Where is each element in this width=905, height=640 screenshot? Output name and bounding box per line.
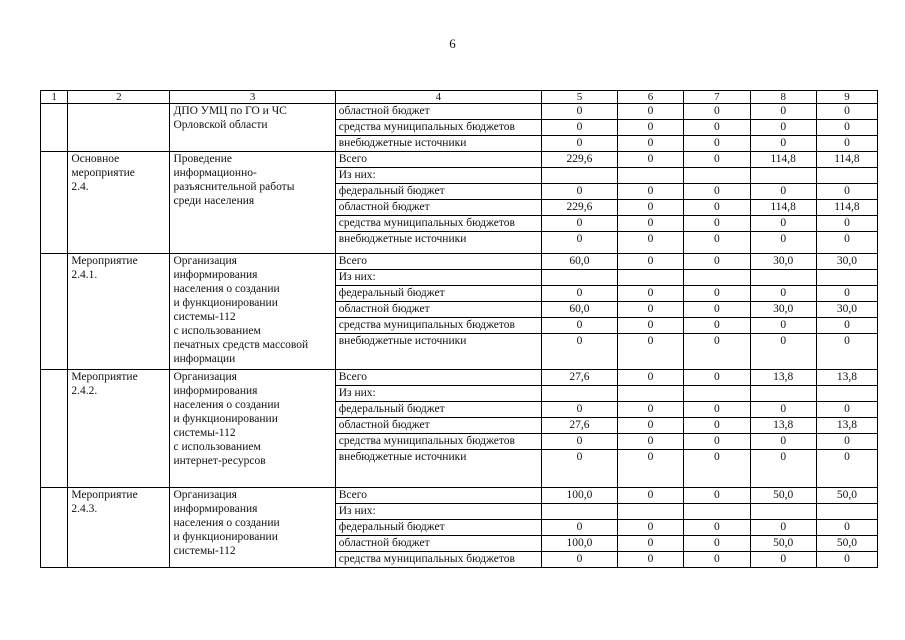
amount-cell: 0 [684, 120, 750, 136]
amount-cell: 0 [542, 450, 618, 488]
amount-cell: 0 [617, 120, 683, 136]
activity-title-line: с использованием [173, 441, 261, 453]
amount-cell: 0 [816, 318, 877, 334]
funding-source: областной бюджет [335, 104, 541, 120]
amount-cell: 100,0 [542, 536, 618, 552]
column-number: 1 [41, 91, 68, 104]
activity-title-line: Орловской области [173, 119, 268, 131]
amount-cell: 0 [542, 552, 618, 568]
activity-label-cell [68, 104, 170, 152]
amount-cell: 30,0 [750, 254, 816, 270]
amount-cell: 229,6 [542, 200, 618, 216]
amount-cell: 0 [542, 334, 618, 370]
amount-cell: 0 [542, 184, 618, 200]
amount-cell: 0 [542, 520, 618, 536]
amount-cell [684, 168, 750, 184]
amount-cell: 0 [617, 520, 683, 536]
activity-label [68, 152, 170, 254]
funding-source: федеральный бюджет [335, 520, 541, 536]
amount-cell: 0 [750, 136, 816, 152]
amount-cell [684, 504, 750, 520]
amount-cell: 50,0 [750, 488, 816, 504]
amount-cell [684, 270, 750, 286]
amount-cell: 0 [617, 318, 683, 334]
amount-cell: 0 [684, 152, 750, 168]
amount-cell: 0 [816, 552, 877, 568]
funding-source: федеральный бюджет [335, 184, 541, 200]
funding-source: внебюджетные источники [335, 136, 541, 152]
activity-label-line: Мероприятие [71, 255, 138, 267]
amount-cell [750, 386, 816, 402]
amount-cell: 0 [617, 104, 683, 120]
activity-label-line: Мероприятие [71, 371, 138, 383]
activity-title [170, 254, 335, 370]
activity-label-line: мероприятие [71, 167, 135, 179]
funding-source: Из них: [335, 168, 541, 184]
amount-cell: 0 [750, 552, 816, 568]
row-index-cell [41, 370, 68, 488]
amount-cell: 0 [617, 254, 683, 270]
amount-cell: 0 [750, 402, 816, 418]
amount-cell: 0 [542, 402, 618, 418]
amount-cell: 0 [542, 104, 618, 120]
amount-cell: 0 [617, 136, 683, 152]
activity-title-line: системы-112 [173, 545, 236, 557]
amount-cell: 0 [750, 184, 816, 200]
activity-title-line: интернет-ресурсов [173, 455, 266, 467]
amount-cell: 0 [617, 302, 683, 318]
activity-title-line: и функционировании [173, 531, 278, 543]
amount-cell: 114,8 [816, 152, 877, 168]
amount-cell: 0 [816, 232, 877, 254]
amount-cell: 0 [684, 302, 750, 318]
amount-cell [816, 504, 877, 520]
amount-cell: 60,0 [542, 302, 618, 318]
activity-title-line: системы-112 [173, 427, 236, 439]
funding-source: федеральный бюджет [335, 402, 541, 418]
activity-title-line: Проведение [173, 153, 232, 165]
funding-source: Из них: [335, 386, 541, 402]
activity-title-line: и функционировании [173, 297, 278, 309]
amount-cell: 0 [750, 318, 816, 334]
amount-cell: 0 [750, 450, 816, 488]
amount-cell: 30,0 [816, 302, 877, 318]
column-number: 5 [542, 91, 618, 104]
amount-cell: 0 [684, 232, 750, 254]
amount-cell [542, 386, 618, 402]
activity-title-line: Организация [173, 489, 237, 501]
amount-cell: 0 [617, 434, 683, 450]
amount-cell: 0 [617, 418, 683, 434]
amount-cell: 0 [617, 152, 683, 168]
amount-cell: 0 [816, 184, 877, 200]
funding-source: Из них: [335, 270, 541, 286]
amount-cell: 0 [542, 136, 618, 152]
amount-cell: 0 [542, 232, 618, 254]
amount-cell: 0 [750, 104, 816, 120]
activity-title-line: информирования [173, 269, 258, 281]
activity-label [68, 254, 170, 370]
amount-cell [542, 168, 618, 184]
table-row [41, 152, 878, 168]
amount-cell: 0 [816, 136, 877, 152]
amount-cell: 0 [684, 418, 750, 434]
amount-cell [750, 270, 816, 286]
activity-title-line: населения о создании [173, 517, 280, 529]
amount-cell [750, 168, 816, 184]
amount-cell: 50,0 [816, 536, 877, 552]
amount-cell: 60,0 [542, 254, 618, 270]
activity-label-line: Основное [71, 153, 120, 165]
amount-cell: 0 [542, 286, 618, 302]
activity-title-line: с использованием [173, 325, 261, 337]
amount-cell: 0 [617, 552, 683, 568]
activity-title [170, 370, 335, 488]
activity-title [170, 104, 335, 152]
amount-cell: 0 [684, 370, 750, 386]
funding-source: средства муниципальных бюджетов [335, 318, 541, 334]
funding-source: областной бюджет [335, 418, 541, 434]
amount-cell [816, 386, 877, 402]
amount-cell: 0 [684, 450, 750, 488]
row-index-cell [41, 488, 68, 568]
amount-cell: 0 [617, 488, 683, 504]
amount-cell: 0 [617, 286, 683, 302]
activity-title-line: разъяснительной работы [173, 181, 295, 193]
activity-title-line: информирования [173, 385, 258, 397]
table-row [41, 488, 878, 504]
amount-cell: 30,0 [816, 254, 877, 270]
activity-title-line: ДПО УМЦ по ГО и ЧС [173, 105, 287, 117]
amount-cell: 0 [684, 104, 750, 120]
amount-cell [542, 270, 618, 286]
amount-cell: 13,8 [750, 370, 816, 386]
funding-source: средства муниципальных бюджетов [335, 216, 541, 232]
amount-cell: 30,0 [750, 302, 816, 318]
amount-cell: 0 [617, 232, 683, 254]
amount-cell: 0 [750, 434, 816, 450]
amount-cell: 0 [542, 216, 618, 232]
column-number: 9 [816, 91, 877, 104]
budget-table [40, 90, 878, 568]
funding-source: областной бюджет [335, 302, 541, 318]
activity-label-line: 2.4.2. [71, 385, 98, 397]
amount-cell: 0 [617, 184, 683, 200]
amount-cell: 0 [684, 200, 750, 216]
column-number: 6 [617, 91, 683, 104]
funding-source: федеральный бюджет [335, 286, 541, 302]
table-row [41, 254, 878, 270]
activity-label-line: 2.4.3. [71, 503, 98, 515]
amount-cell: 27,6 [542, 370, 618, 386]
amount-cell: 114,8 [816, 200, 877, 216]
funding-source: внебюджетные источники [335, 334, 541, 370]
amount-cell: 0 [617, 450, 683, 488]
amount-cell: 13,8 [816, 418, 877, 434]
activity-title-line: информирования [173, 503, 258, 515]
amount-cell: 27,6 [542, 418, 618, 434]
table-row [41, 104, 878, 120]
row-index-cell [41, 104, 68, 152]
amount-cell: 0 [684, 318, 750, 334]
funding-source: областной бюджет [335, 200, 541, 216]
activity-title-line: печатных средств массовой [173, 339, 309, 351]
table-row [41, 370, 878, 386]
amount-cell [750, 504, 816, 520]
amount-cell: 0 [816, 402, 877, 418]
amount-cell: 0 [684, 434, 750, 450]
funding-source: средства муниципальных бюджетов [335, 120, 541, 136]
amount-cell: 0 [684, 254, 750, 270]
amount-cell: 114,8 [750, 152, 816, 168]
amount-cell: 0 [684, 136, 750, 152]
activity-title-line: информационно- [173, 167, 257, 179]
amount-cell: 0 [750, 334, 816, 370]
amount-cell: 100,0 [542, 488, 618, 504]
amount-cell: 0 [750, 120, 816, 136]
activity-title [170, 152, 335, 254]
amount-cell: 0 [684, 488, 750, 504]
amount-cell [617, 270, 683, 286]
amount-cell: 0 [816, 434, 877, 450]
activity-title-line: среди населения [173, 195, 255, 207]
amount-cell: 50,0 [816, 488, 877, 504]
amount-cell: 0 [617, 334, 683, 370]
amount-cell [617, 168, 683, 184]
amount-cell: 0 [684, 402, 750, 418]
amount-cell: 0 [750, 286, 816, 302]
column-number: 2 [68, 91, 170, 104]
activity-label [68, 370, 170, 488]
amount-cell: 0 [542, 318, 618, 334]
funding-source: Всего [335, 488, 541, 504]
row-index-cell [41, 152, 68, 254]
amount-cell: 0 [684, 552, 750, 568]
amount-cell: 0 [684, 216, 750, 232]
amount-cell: 0 [617, 402, 683, 418]
amount-cell: 0 [816, 216, 877, 232]
activity-label-line: Мероприятие [71, 489, 138, 501]
amount-cell: 0 [684, 286, 750, 302]
amount-cell: 13,8 [816, 370, 877, 386]
amount-cell: 0 [617, 216, 683, 232]
amount-cell [816, 270, 877, 286]
activity-label [68, 488, 170, 568]
funding-source: средства муниципальных бюджетов [335, 434, 541, 450]
amount-cell: 0 [684, 334, 750, 370]
activity-title-line: информации [173, 353, 236, 365]
amount-cell: 0 [816, 450, 877, 488]
amount-cell: 0 [542, 120, 618, 136]
amount-cell [617, 386, 683, 402]
amount-cell: 0 [617, 370, 683, 386]
page-number: 6 [449, 36, 456, 51]
amount-cell: 0 [684, 184, 750, 200]
activity-label-line: 2.4.1. [71, 269, 98, 281]
funding-source: средства муниципальных бюджетов [335, 552, 541, 568]
amount-cell: 50,0 [750, 536, 816, 552]
funding-source: Из них: [335, 504, 541, 520]
funding-source: внебюджетные источники [335, 232, 541, 254]
amount-cell: 114,8 [750, 200, 816, 216]
activity-title [170, 488, 335, 568]
amount-cell [617, 504, 683, 520]
amount-cell: 0 [750, 232, 816, 254]
column-number: 4 [335, 91, 541, 104]
amount-cell: 0 [684, 520, 750, 536]
column-number: 7 [684, 91, 750, 104]
amount-cell [816, 168, 877, 184]
activity-title-line: Организация [173, 255, 237, 267]
funding-source: внебюджетные источники [335, 450, 541, 488]
activity-title-line: системы-112 [173, 311, 236, 323]
column-number: 8 [750, 91, 816, 104]
amount-cell: 0 [816, 120, 877, 136]
amount-cell: 0 [617, 200, 683, 216]
amount-cell: 13,8 [750, 418, 816, 434]
amount-cell: 0 [542, 434, 618, 450]
column-header-row [41, 91, 878, 104]
activity-title-line: населения о создании [173, 399, 280, 411]
activity-title-line: Организация [173, 371, 237, 383]
funding-source: Всего [335, 370, 541, 386]
amount-cell: 0 [750, 520, 816, 536]
funding-source: областной бюджет [335, 536, 541, 552]
amount-cell: 0 [816, 104, 877, 120]
amount-cell: 0 [750, 216, 816, 232]
activity-title-line: и функционировании [173, 413, 278, 425]
amount-cell: 229,6 [542, 152, 618, 168]
activity-label-line: 2.4. [71, 181, 89, 193]
amount-cell: 0 [816, 286, 877, 302]
amount-cell: 0 [684, 536, 750, 552]
funding-source: Всего [335, 254, 541, 270]
amount-cell: 0 [816, 520, 877, 536]
row-index-cell [41, 254, 68, 370]
amount-cell: 0 [617, 536, 683, 552]
column-number: 3 [170, 91, 335, 104]
amount-cell: 0 [816, 334, 877, 370]
activity-title-line: населения о создании [173, 283, 280, 295]
amount-cell [684, 386, 750, 402]
amount-cell [542, 504, 618, 520]
funding-source: Всего [335, 152, 541, 168]
